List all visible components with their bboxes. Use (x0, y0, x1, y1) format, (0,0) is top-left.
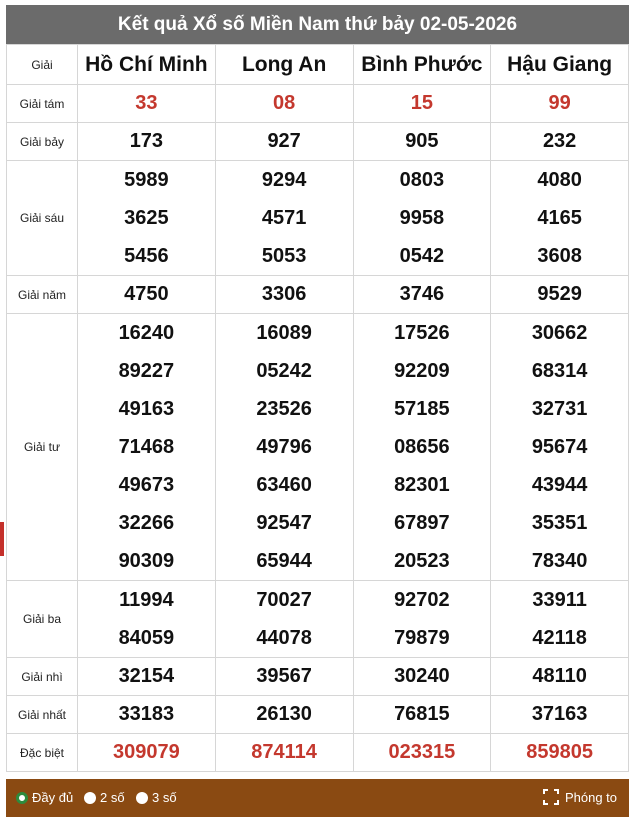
prize-number: 905 (353, 123, 491, 161)
prize-row-g3 (7, 581, 629, 658)
prize-number: 49796 (256, 436, 312, 458)
prize-number: 49163 (118, 398, 175, 420)
option-label: 3 số (152, 790, 177, 805)
prize-number: 89227 (118, 360, 175, 382)
prize-cell (215, 581, 353, 658)
prize-number: 0803 (399, 169, 445, 191)
prize-row-g8 (7, 85, 629, 123)
prize-number: 35351 (531, 512, 588, 534)
prize-number: 92209 (394, 360, 450, 382)
prize-number: 4571 (261, 207, 307, 229)
prize-number: 78340 (531, 550, 588, 572)
prize-cell (215, 161, 353, 276)
prize-number: 84059 (118, 627, 175, 649)
province-name: Hậu Giang (491, 45, 629, 85)
option-2-digits[interactable] (84, 790, 125, 805)
page-title: Kết quả Xổ số Miền Nam thứ bảy 02-05-2026 (6, 5, 629, 44)
prize-cell (78, 161, 216, 276)
prize-cell (491, 581, 629, 658)
prize-number: 3306 (215, 276, 353, 314)
prize-number: 92702 (394, 589, 450, 611)
prize-number: 3625 (124, 207, 169, 229)
prize-number: 16089 (256, 322, 312, 344)
prize-cell (353, 161, 491, 276)
prize-label: Giải năm (7, 276, 78, 314)
prize-row-g2 (7, 658, 629, 696)
prize-number: 5456 (124, 245, 169, 267)
prize-label: Giải tám (7, 85, 78, 123)
prize-number: 68314 (531, 360, 588, 382)
prize-row-special (7, 734, 629, 772)
prize-number: 9294 (261, 169, 307, 191)
special-prize-number: 309079 (78, 734, 216, 772)
prize-number: 15 (353, 85, 491, 123)
prize-cell (78, 314, 216, 581)
prize-number: 92547 (256, 512, 312, 534)
prize-number: 90309 (118, 550, 175, 572)
prize-number: 5989 (124, 169, 169, 191)
prize-number: 32154 (78, 658, 216, 696)
prize-row-g4 (7, 314, 629, 581)
province-name: Bình Phước (353, 45, 491, 85)
prize-number: 9958 (399, 207, 445, 229)
prize-label: Giải sáu (7, 161, 78, 276)
prize-number: 26130 (215, 696, 353, 734)
prize-number: 4750 (78, 276, 216, 314)
prize-number: 0542 (399, 245, 445, 267)
radio-icon[interactable] (136, 792, 148, 804)
prize-number: 4165 (537, 207, 582, 229)
radio-selected-icon[interactable] (16, 792, 28, 804)
prize-cell (353, 314, 491, 581)
prize-number: 76815 (353, 696, 491, 734)
prize-number: 71468 (118, 436, 175, 458)
prize-number: 32266 (118, 512, 175, 534)
prize-number: 99 (491, 85, 629, 123)
prize-cell (353, 581, 491, 658)
side-marker (0, 522, 4, 556)
header-row (7, 45, 629, 85)
prize-label: Giải nhì (7, 658, 78, 696)
prize-number: 57185 (394, 398, 450, 420)
zoom-label: Phóng to (564, 789, 617, 805)
prize-row-g7 (7, 123, 629, 161)
expand-icon (543, 789, 559, 805)
option-full[interactable] (16, 790, 73, 805)
prize-number: 43944 (531, 474, 588, 496)
prize-number: 33911 (532, 589, 587, 611)
prize-label: Giải tư (7, 314, 78, 581)
prize-number: 3746 (353, 276, 491, 314)
prize-number: 17526 (394, 322, 450, 344)
prize-number: 32731 (531, 398, 588, 420)
prize-cell (78, 581, 216, 658)
prize-number: 82301 (394, 474, 450, 496)
results-table (6, 44, 629, 772)
prize-number: 79879 (394, 627, 450, 649)
prize-label: Giải bảy (7, 123, 78, 161)
prize-number: 30240 (353, 658, 491, 696)
prize-number: 37163 (491, 696, 629, 734)
prize-number: 05242 (256, 360, 312, 382)
prize-number: 67897 (394, 512, 450, 534)
prize-row-g5 (7, 276, 629, 314)
zoom-button[interactable] (543, 789, 617, 805)
prize-number: 63460 (256, 474, 312, 496)
prize-number: 49673 (118, 474, 175, 496)
prize-number: 42118 (532, 627, 587, 649)
prize-label: Giải ba (7, 581, 78, 658)
prize-number: 33183 (78, 696, 216, 734)
prize-number: 08 (215, 85, 353, 123)
prize-number: 16240 (118, 322, 175, 344)
prize-cell (491, 161, 629, 276)
prize-number: 3608 (537, 245, 582, 267)
prize-number: 08656 (394, 436, 450, 458)
prize-number: 39567 (215, 658, 353, 696)
prize-number: 44078 (256, 627, 312, 649)
province-name: Hồ Chí Minh (78, 45, 216, 85)
prize-number: 9529 (491, 276, 629, 314)
results-panel (6, 5, 629, 772)
prize-label: Giải nhất (7, 696, 78, 734)
prize-number: 33 (78, 85, 216, 123)
option-label: Đầy đủ (32, 790, 74, 805)
province-name: Long An (215, 45, 353, 85)
prize-cell (491, 314, 629, 581)
prize-number: 5053 (261, 245, 307, 267)
prize-number: 232 (491, 123, 629, 161)
option-3-digits[interactable] (136, 790, 177, 805)
prize-number: 48110 (491, 658, 629, 696)
prize-number: 20523 (394, 550, 450, 572)
special-prize-number: 023315 (353, 734, 491, 772)
header-label: Giải (7, 45, 78, 85)
prize-number: 173 (78, 123, 216, 161)
special-prize-number: 874114 (215, 734, 353, 772)
prize-number: 927 (215, 123, 353, 161)
prize-number: 95674 (531, 436, 588, 458)
prize-number: 4080 (537, 169, 582, 191)
prize-number: 23526 (256, 398, 312, 420)
prize-row-g6 (7, 161, 629, 276)
prize-number: 11994 (119, 589, 174, 611)
option-label: 2 số (100, 790, 125, 805)
radio-icon[interactable] (84, 792, 96, 804)
prize-label: Đặc biệt (7, 734, 78, 772)
prize-number: 65944 (256, 550, 312, 572)
special-prize-number: 859805 (491, 734, 629, 772)
prize-row-g1 (7, 696, 629, 734)
display-options-bar (6, 779, 629, 817)
prize-number: 70027 (256, 589, 312, 611)
prize-number: 30662 (531, 322, 588, 344)
prize-cell (215, 314, 353, 581)
